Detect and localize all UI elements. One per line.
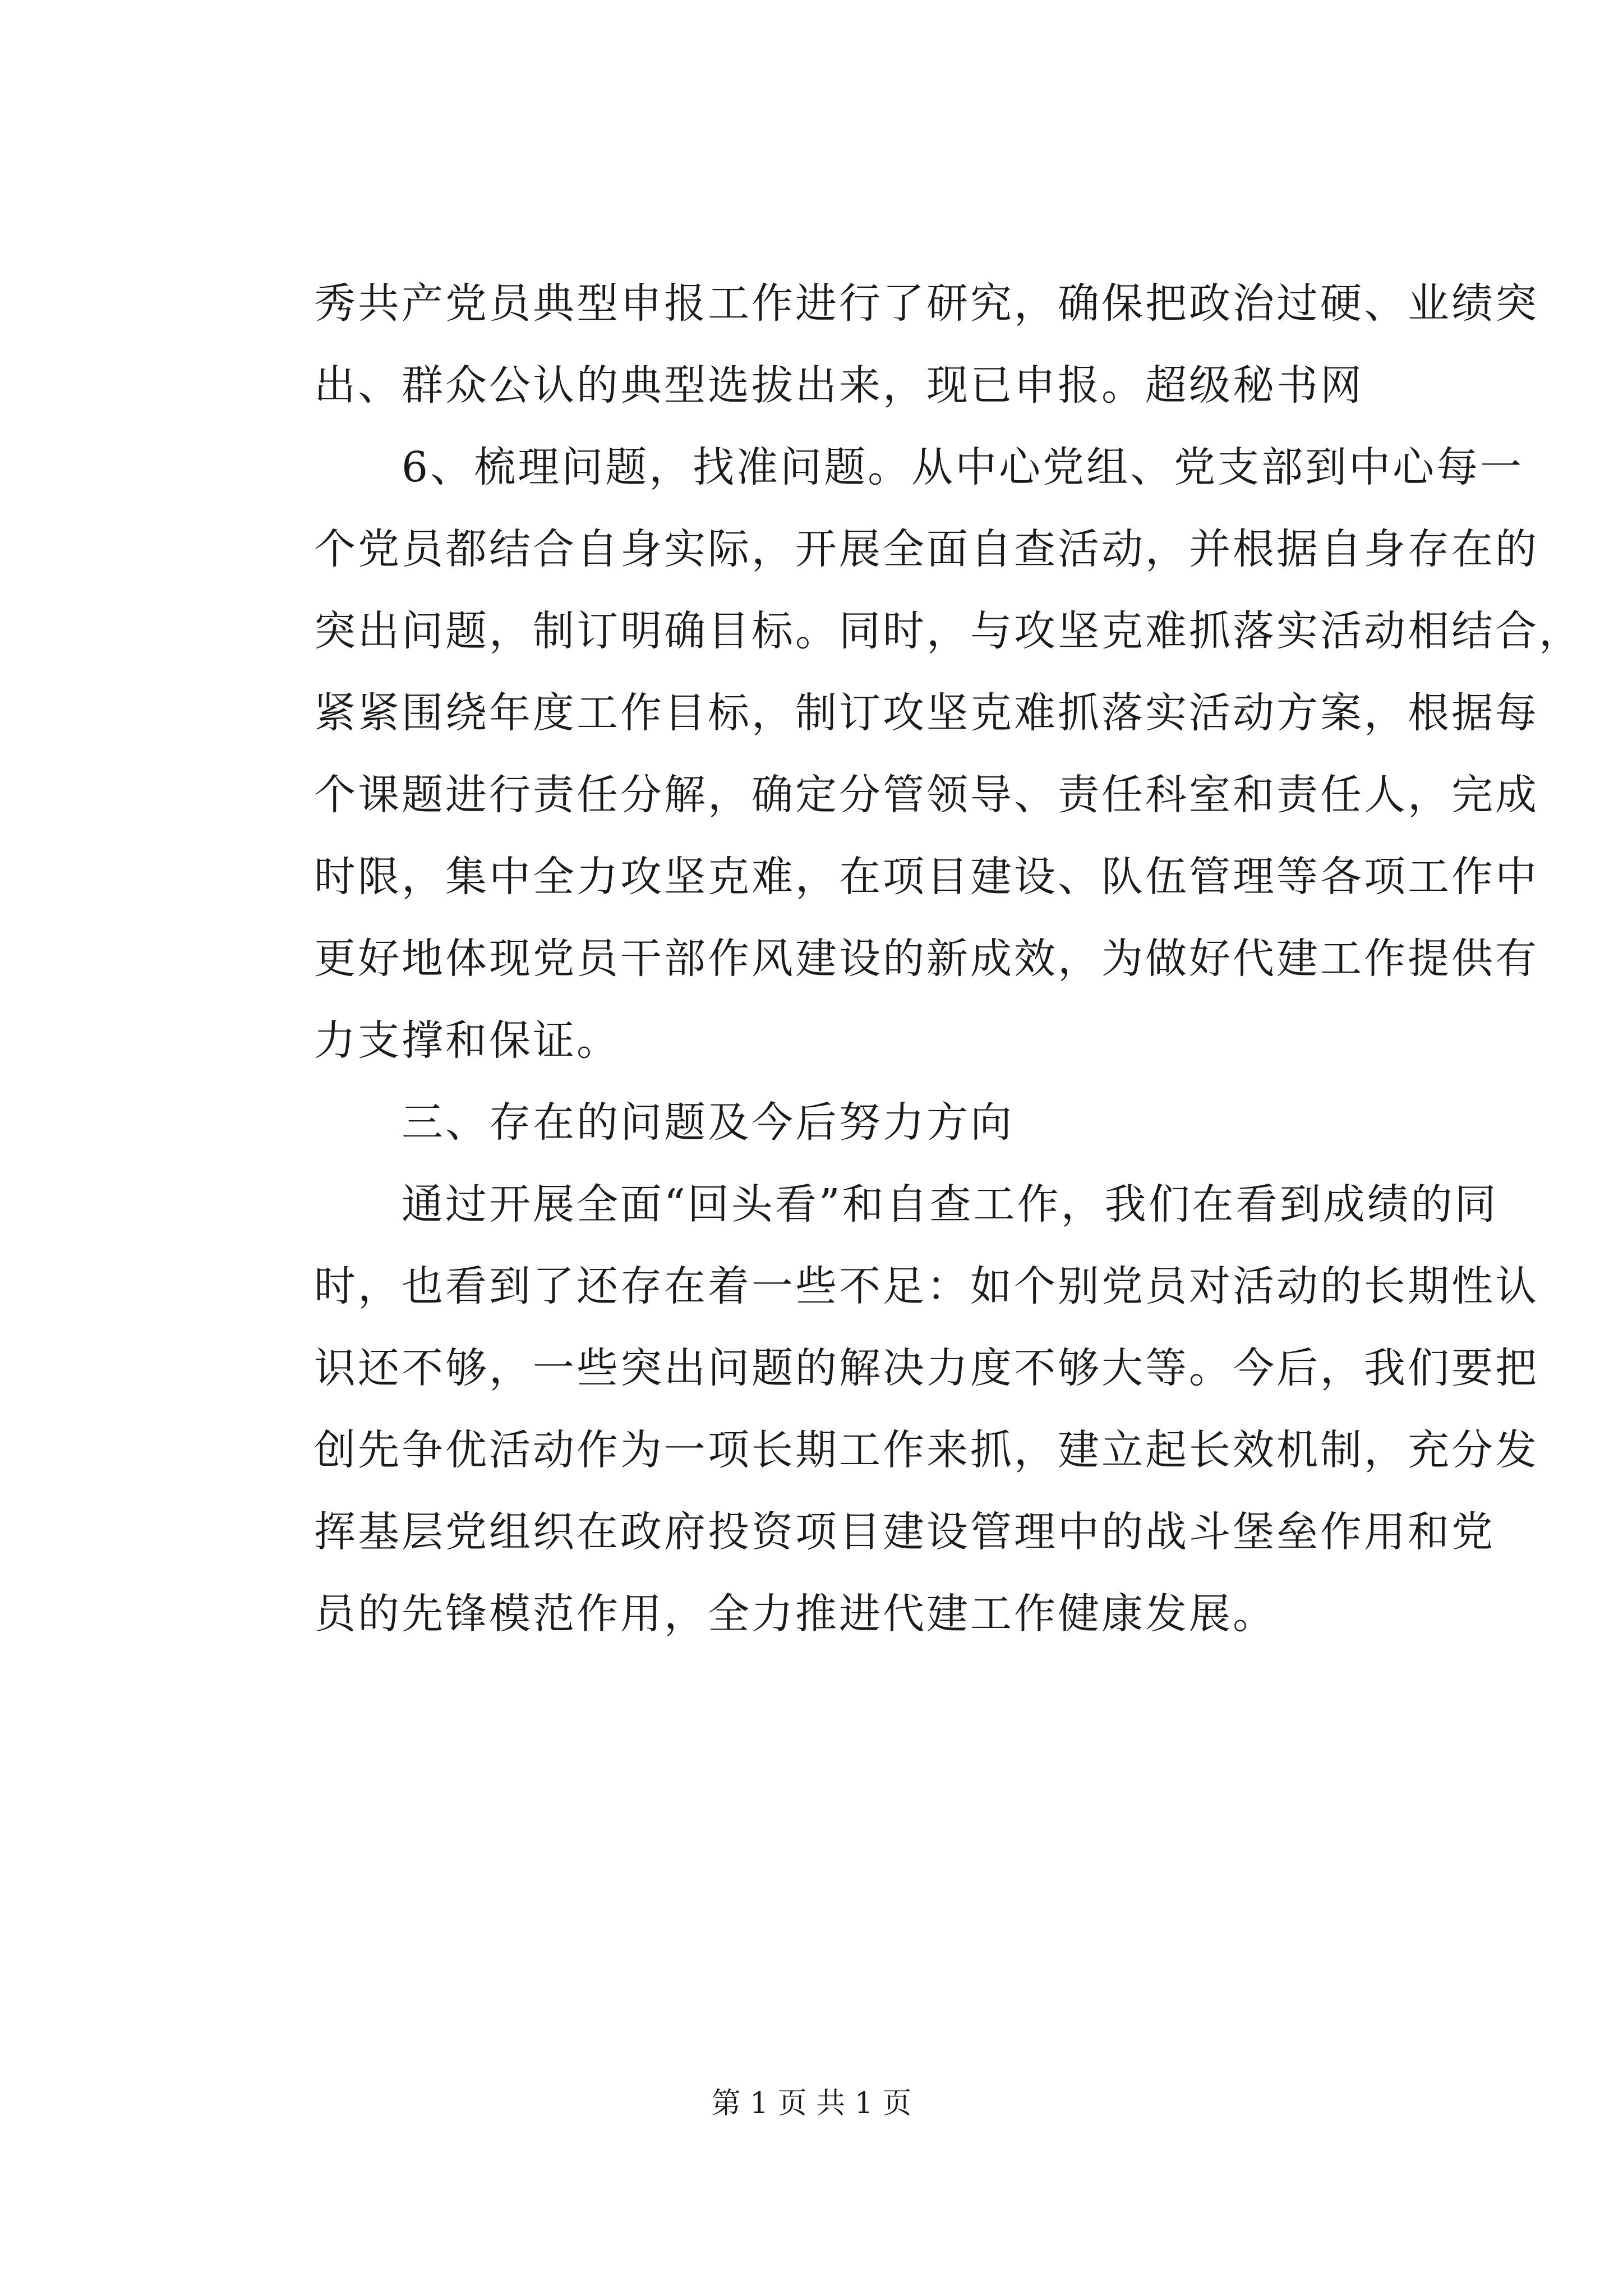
document-body [314,263,1583,1655]
text-line: 秀共产党员典型申报工作进行了研究，确保把政治过硬、业绩突 [314,279,1539,328]
text-line: 力支撑和保证。 [314,1016,620,1065]
text-line: 个课题进行责任分解，确定分管领导、责任科室和责任人，完成 [314,771,1539,819]
text-line: 个党员都结合自身实际，开展全面自查活动，并根据自身存在的 [314,525,1539,573]
text-line: 挥基层党组织在政府投资项目建设管理中的战斗堡垒作用和党 [314,1508,1495,1556]
text-line: 识还不够，一些突出问题的解决力度不够大等。今后，我们要把 [314,1344,1539,1392]
text-line: 员的先锋模范作用，全力推进代建工作健康发展。 [314,1590,1276,1638]
text-line: 通过开展全面“回头看”和自查工作，我们在看到成绩的同 [314,1180,1498,1228]
text-line: 创先争优活动作为一项长期工作来抓，建立起长效机制，充分发 [314,1426,1539,1474]
page-footer: 第 1 页 共 1 页 [711,2087,912,2120]
text-line: 三、存在的问题及今后努力方向 [314,1098,1014,1147]
text-line: 时限，集中全力攻坚克难，在项目建设、队伍管理等各项工作中 [314,853,1539,901]
text-line: 突出问题，制订明确目标。同时，与攻坚克难抓落实活动相结合， [314,607,1583,655]
text-line: 出、群众公认的典型选拔出来，现已申报。超级秘书网 [314,361,1364,409]
text-line: 更好地体现党员干部作风建设的新成效，为做好代建工作提供有 [314,935,1539,983]
text-line: 6、梳理问题，找准问题。从中心党组、党支部到中心每一 [314,443,1524,491]
text-line: 时，也看到了还存在着一些不足：如个别党员对活动的长期性认 [314,1262,1539,1310]
text-line: 紧紧围绕年度工作目标，制订攻坚克难抓落实活动方案，根据每 [314,689,1539,737]
